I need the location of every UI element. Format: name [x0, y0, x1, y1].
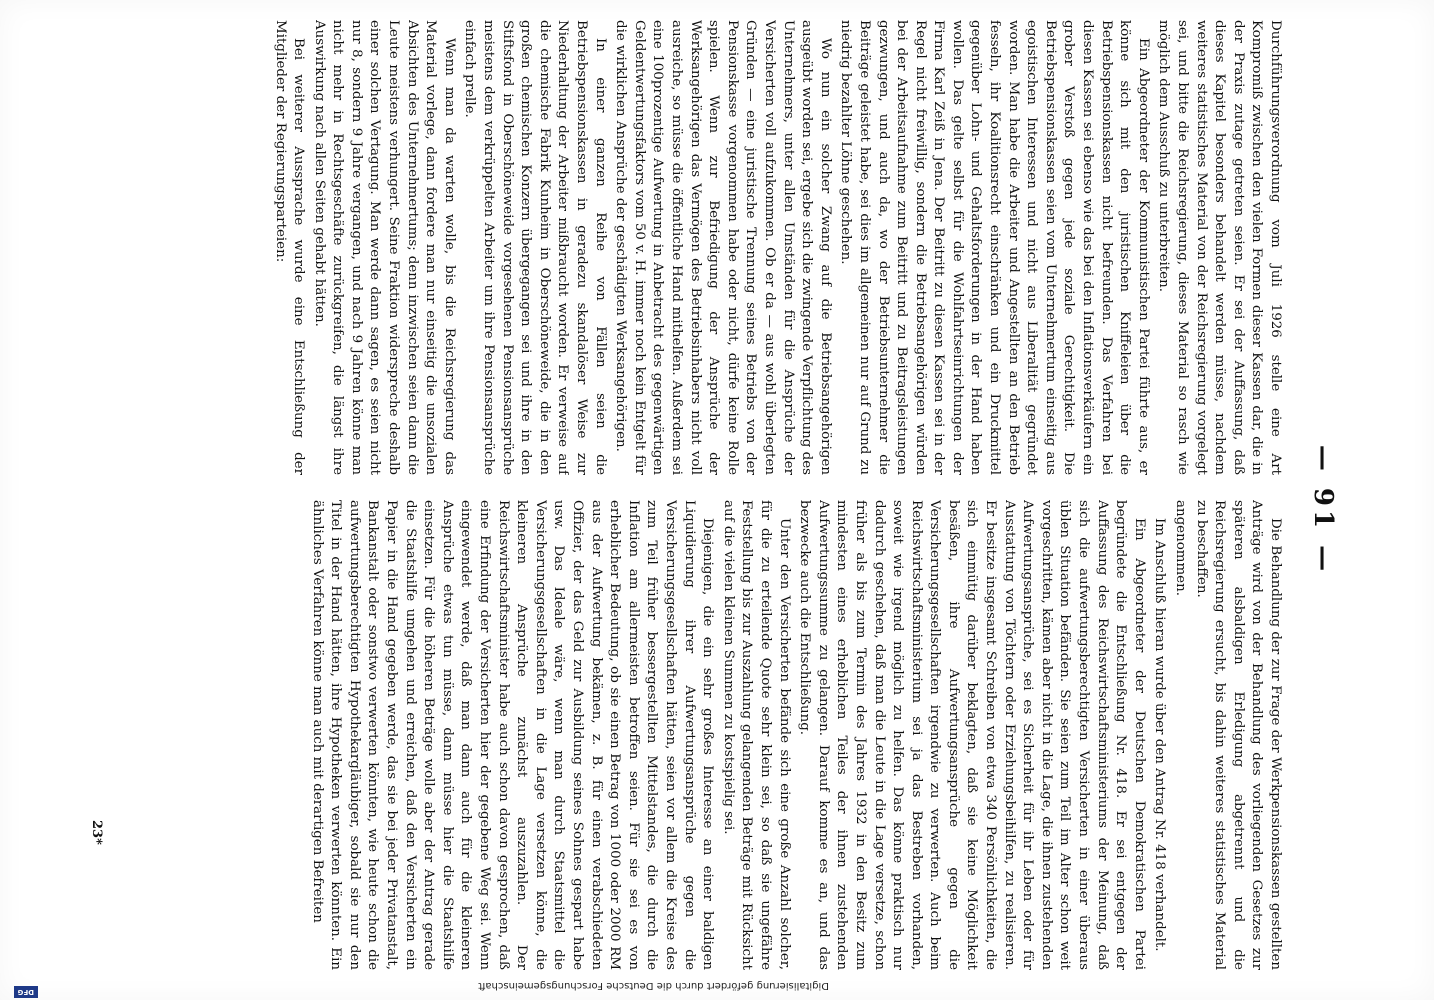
sheet-signature-mark: 23* — [89, 820, 104, 845]
paragraph: Unter den Versicherten befände sich eine große Anzahl solcher, für die zu erteilende Quote sehr klein sei, so daß sie ungefähre Feststellung bis zur Auszahlung gelangenden Beträge mit Rücksicht auf die vielen kleinen Summen zu kostspielig sei. — [720, 500, 792, 970]
paragraph: angenommen. — [1173, 500, 1189, 596]
right-text-column — [164, 500, 1284, 970]
page-number: — 91 — — [1308, 444, 1338, 576]
paragraph: Wo nun ein solcher Zwang auf die Betriebsangehörigen ausgeübt worden sei, ergebe sich die zwingende Verpflichtung des Unternehmers, unter allen Umständen für die Ansprüche der Versicherten voll aufzukommen. Ob er da — aus wohl überlegten Gründen — eine juristische Trennung seines Betriebs von der Pensionskasse vorgenommen habe oder nicht, dürfe keine Rolle spielen. Wenn zur Befriedigung der Ansprüche der Werksangehörigen das Vermögen des Betriebsinhabers nicht voll ausreiche, so müsse die öffentliche Hand mithelfen. Außerdem sei eine 100prozentige Aufwertung in Anbetracht des gegenwärtigen Geldentwertungsfaktors vom 50 v. H. immer noch kein Entgelt für die wirklichen Ansprüche der geschädigten Werksangehörigen. — [613, 20, 833, 475]
paragraph: Ein Abgeordneter der Deutschen Demokratischen Partei begründete die Entschließung Nr. 418. Er sei entgegen der Auffassung des Reichswirtschaftsministeriums der Meinung, daß sich die aufwertungsberechtigten Versicherten in einer überaus üblen Situation befänden. Sie seien zum Teil im Alter schon weit vorgeschritten, kämen aber nicht in die Lage, die ihnen zustehenden Aufwertungsansprüche, sei es Sicherheit für ihr Leben oder für Ausstattung von Töchtern oder Erziehungsbeihilfen, zu realisieren. Er besitze insgesamt Schreiben von etwa 340 Persönlichkeiten, die sich einmütig darüber beklagten, daß sie keine Möglichkeit besäßen, ihre Aufwertungsansprüche gegen die Versicherungsgesellschaften irgendwie zu verwerten. Auch beim Reichswirtschaftsministerium sei ja das Bestreben vorhanden, soweit wie irgend möglich zu helfen. Das könne praktisch nur dadurch geschehen, daß man die Leute in die Lage versetze, schon früher als bis zum Termin des Jahres 1932 in den Besitz zum mindesten eines erheblichen Teiles der ihnen zustehenden Aufwertungssumme zu gelangen. Darauf komme es an, und das bezwecke auch die Entschließung. — [797, 500, 1147, 970]
digitization-credit — [9, 980, 829, 999]
paragraph: Ein Abgeordneter der Kommunistischen Partei führte aus, er könne sich mit den juristischen Kniffeleien über die Betriebspensionskassen nicht befreunden. Das Verfahren bei diesen Kassen sei ebenso wie das bei den Inflationsverkäufern ein grober Verstoß gegen jede soziale Gerechtigkeit. Die Betriebspensionskassen seien vom Unternehmertum einseitig aus egoistischen Interessen und nicht aus Liberalität gegründet worden. Man habe die Arbeiter und Angestellten an den Betrieb fesseln, ihr Koalitionsrecht einschränken und ein Druckmittel gegenüber Lohn- und Gehaltsforderungen in der Hand haben wollen. Das gelte selbst für die Wohlfahrtseinrichtungen der Firma Karl Zeiß in Jena. Der Beitritt zu diesen Kassen sei in der Regel nicht freiwillig, sondern die Betriebsangehörigen würden bei der Arbeitsaufnahme zum Beitritt und zu Beitragsleistungen gezwungen, und auch da, wo der Betriebsunternehmer die Beiträge geleistet habe, sei dies im allgemeinen nur auf Grund zu niedrig bezahlter Löhne geschehen. — [838, 20, 1151, 475]
paragraph: Wenn man da warten wolle, bis die Reichsregierung das Material vorlege, dann fordere man nur einseitig die unsozialen Absichten des Unternehmertums; denn inzwischen seien dann die Leute meistens verhungert. Seine Fraktion widerspreche deshalb einer solchen Vertagung. Man werde dann sagen, es seien nicht nur 8, sondern 9 Jahre vergangen, und nach 9 Jahren könne man nicht mehr in Rechtsgeschäfte zurückgreifen, die längst ihre Auswirkung nach allen Seiten gehabt hätten. — [311, 20, 457, 475]
paragraph: Bei weiterer Aussprache wurde eine Entschließung der Mitglieder der Regierungsparteien: — [272, 20, 307, 475]
credit-text: Digitalisierung gefördert durch die Deutsche Forschungsgemeinschaft — [478, 980, 829, 991]
paragraph: Im Anschluß hieran wurde über den Antrag Nr. 418 verhandelt. — [1152, 518, 1168, 952]
paragraph: Die Behandlung der zur Frage der Werkpensionskassen gestellten Anträge wird von der Behandlung des vorliegenden Gesetzes zur späteren alsbaldigen Erledigung abgetrennt und die Reichsregierung ersucht, bis dahin weiteres statistisches Material zu beschaffen. — [1193, 500, 1283, 970]
paragraph: In einer ganzen Reihe von Fällen seien die Betriebspensionskassen in geradezu skandalöser Weise zur Niederhaltung der Arbeiter mißbraucht worden. Er verweise auf die chemische Fabrik Kunheim in Oberschöneweide, die in den großen chemischen Konzern übergegangen sei und ihre in den Stiftsfond in Oberschöneweide vorgesehenen Pensionsansprüche meistens dem verkrüppelten Arbeiter um ihre Pensionsansprüche einfach prelle. — [462, 20, 608, 475]
dfg-logo-icon: DFG — [14, 986, 38, 998]
paragraph: Durchführungsverordnung vom Juli 1926 stelle eine Art Kompromiß zwischen den vielen Formen dieser Kassen dar, die in der Praxis zutage getreten seien. Er sei der Auffassung, daß dieses Kapitel besonders behandelt werden müsse, nachdem weiteres statistisches Material von der Reichsregierung vorgelegt sei, und bitte die Reichsregierung, dieses Material so rasch wie möglich dem Ausschuß zu unterbreiten. — [1156, 20, 1283, 475]
paragraph: Diejenigen, die ein sehr großes Interesse an einer baldigen Liquidierung ihrer Aufwertungsansprüche gegen die Versicherungsgesellschaften hätten, seien vor allem die Kreise des zum Teil früher bessergestellten Mittelstandes, die durch die Inflation am allermeisten betroffen seien. Für sie sei es von erheblicher Bedeutung, ob sie einen Betrag von 1000 oder 2000 RM aus der Aufwertung bekämen, z. B. für einen verabschiedeten Offizier, der das Geld zur Ausbildung seines Sohnes gespart habe usw. Das Ideale wäre, wenn man durch Staatsmittel die Versicherungsgesellschaften in die Lage versetzen könne, die kleineren Ansprüche zunächst auszuzahlen. Der Reichswirtschaftsminister habe auch schon davon gesprochen, daß eine Erfindung der Versicherten hier der gegebene Weg sei. Wenn eingewendet werde, daß man dann auch für die kleineren Ansprüche etwas tun müsse, dann müsse hier die Staatshilfe einsetzen. Für die höheren Beträge wolle aber der Antrag gerade die Staatshilfe umgehen und erreichen, daß den Versicherten ein Papier in die Hand gegeben werde, das sie bei jeder Privatanstalt, Bankanstalt oder sonstwo verwerten könnten, wie heute schon die aufwertungsberechtigten Hypothekargläubiger, sobald sie nur den Titel in der Hand hätten, ihre Hypotheken verwerten könnten. Ein ähnliches Verfahren könne man auch mit derartigen Befreiten — [309, 500, 716, 970]
left-text-column — [164, 20, 1284, 475]
